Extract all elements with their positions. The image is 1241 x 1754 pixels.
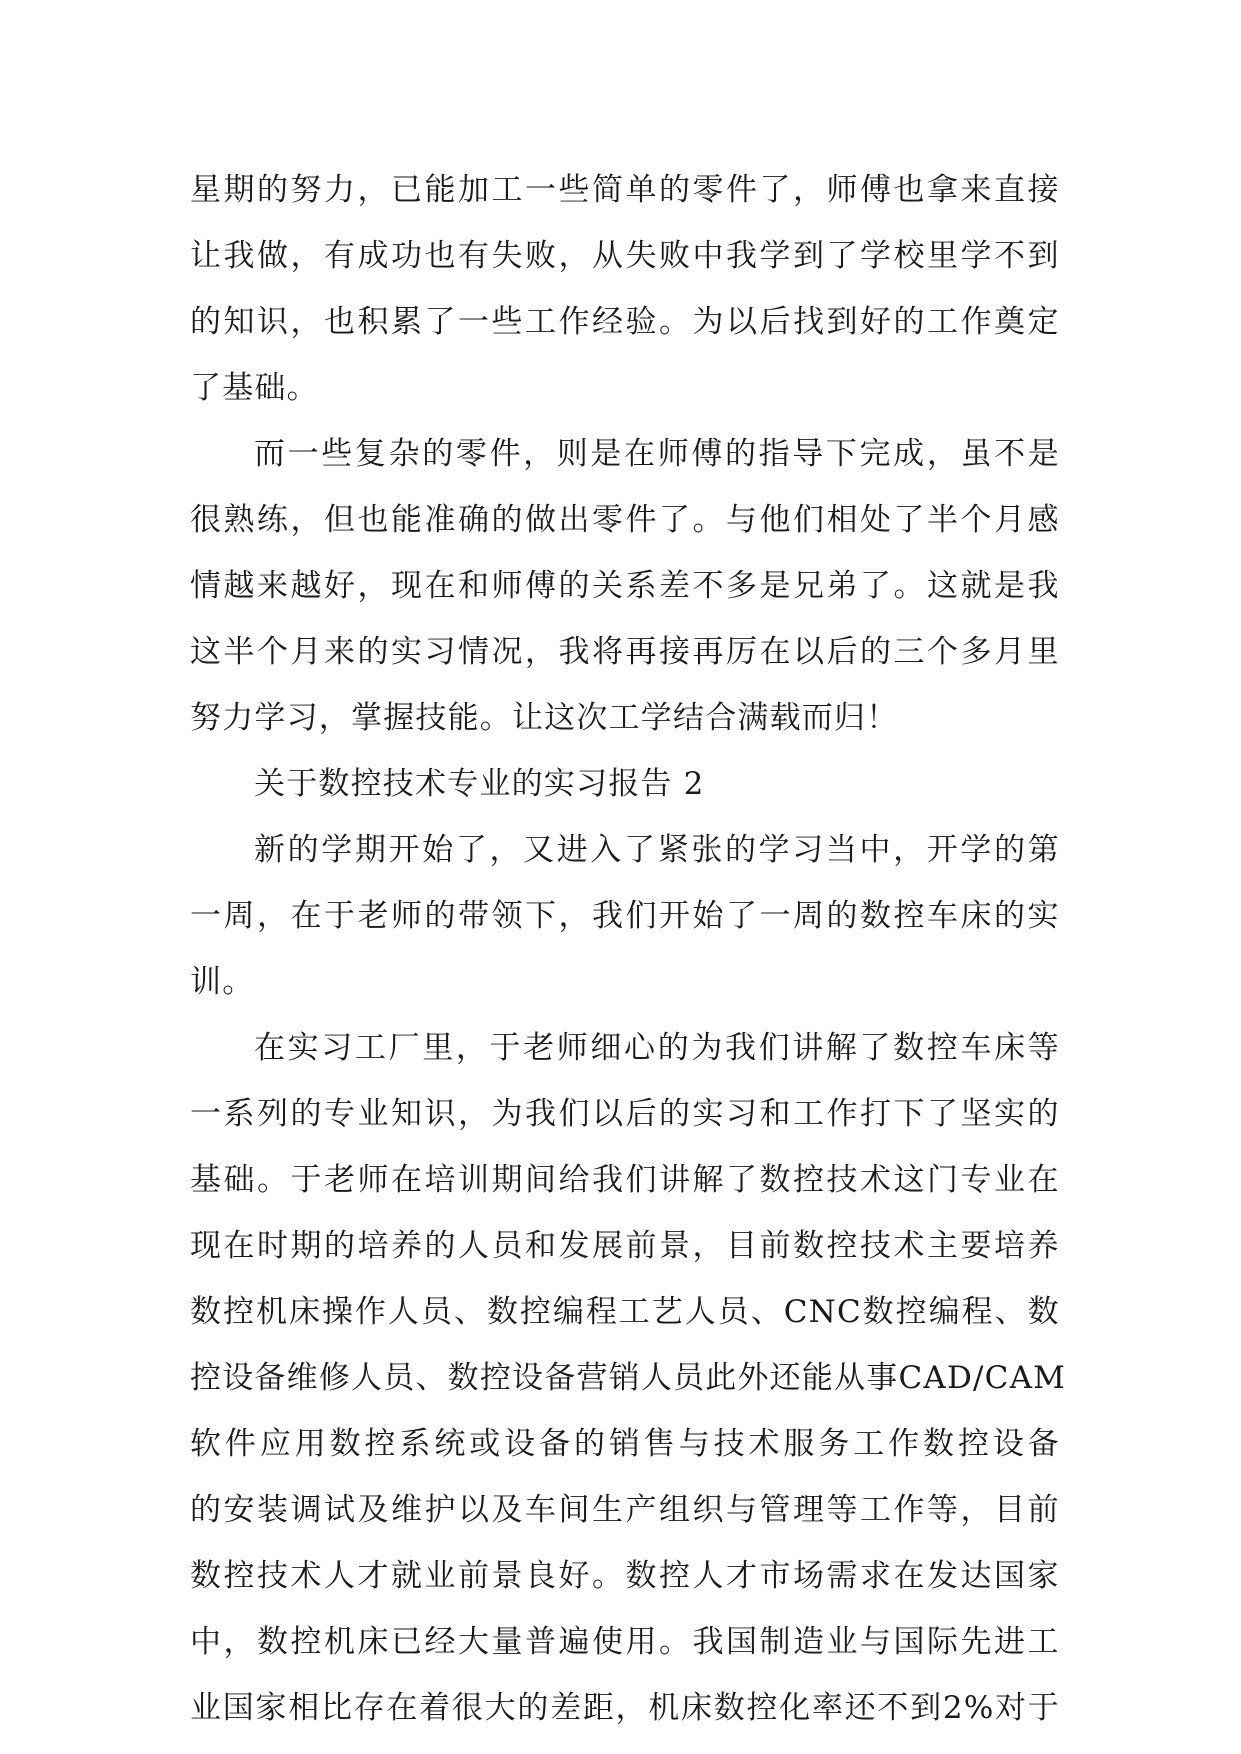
text-line: 星 期 的 努 力 ， 已 能 加 工 一 些 简 单 的 零 件 了 ， 师 傅 也 拿 来 直 接 [190,172,1060,208]
text-line: 努力学习，掌握技能。让这次工学结合满载而归！ [190,700,899,736]
text-line: 关于数控技术专业的实习报告 2 [254,766,705,802]
text-line: 控 设 备 维 修 人 员 、 数 控 设 备 营 销 人 员 此 外 还 能 从 事 CAD/CAM [190,1360,1067,1396]
text-line: 这 半 个 月 来 的 实 习 情 况 ， 我 将 再 接 再 厉 在 以 后 的 三 个 多 月 里 [190,634,1060,670]
text-line: 在 实 习 工 厂 里 ， 于 老 师 细 心 的 为 我 们 讲 解 了 数 控 车 床 等 [254,1030,1060,1066]
text-line: 训。 [190,964,255,1000]
text-line: 基 础 。 于 老 师 在 培 训 期 间 给 我 们 讲 解 了 数 控 技 术 这 门 专 业 在 [190,1162,1060,1198]
text-line: 一 系 列 的 专 业 知 识 ， 为 我 们 以 后 的 实 习 和 工 作 打 下 了 坚 实 的 [190,1096,1060,1132]
text-line: 让 我 做 ， 有 成 功 也 有 失 败 ， 从 失 败 中 我 学 到 了 学 校 里 学 不 到 [190,238,1060,274]
text-line: 情 越 来 越 好 ， 现 在 和 师 傅 的 关 系 差 不 多 是 兄 弟 了 。 这 就 是 我 [190,568,1060,604]
text-line: 了基础。 [190,370,319,406]
document-body [190,157,1067,1741]
text-line: 的 知 识 ， 也 积 累 了 一 些 工 作 经 验 。 为 以 后 找 到 好 的 工 作 奠 定 [190,304,1060,340]
text-line: 而 一 些 复 杂 的 零 件 ， 则 是 在 师 傅 的 指 导 下 完 成 ， 虽 不 是 [254,436,1060,472]
text-line: 中 ， 数 控 机 床 已 经 大 量 普 遍 使 用 。 我 国 制 造 业 与 国 际 先 进 工 [190,1624,1060,1660]
text-line: 新 的 学 期 开 始 了 ， 又 进 入 了 紧 张 的 学 习 当 中 ， 开 学 的 第 [254,832,1060,868]
text-line: 的 安 装 调 试 及 维 护 以 及 车 间 生 产 组 织 与 管 理 等 工 作 等 ， 目 前 [190,1492,1060,1528]
text-line: 业 国 家 相 比 存 在 着 很 大 的 差 距 ， 机 床 数 控 化 率 还 不 到 2% 对 于 [190,1690,1060,1726]
text-line: 一 周 ， 在 于 老 师 的 带 领 下 ， 我 们 开 始 了 一 周 的 数 控 车 床 的 实 [190,898,1060,934]
text-line: 很 熟 练 ， 但 也 能 准 确 的 做 出 零 件 了 。 与 他 们 相 处 了 半 个 月 感 [190,502,1060,538]
text-line: 软 件 应 用 数 控 系 统 或 设 备 的 销 售 与 技 术 服 务 工 作 数 控 设 备 [190,1426,1060,1462]
text-line: 数 控 技 术 人 才 就 业 前 景 良 好 。 数 控 人 才 市 场 需 求 在 发 达 国 家 [190,1558,1060,1594]
text-line: 现 在 时 期 的 培 养 的 人 员 和 发 展 前 景 ， 目 前 数 控 技 术 主 要 培 养 [190,1228,1060,1264]
text-line: 数 控 机 床 操 作 人 员 、 数 控 编 程 工 艺 人 员 、 CNC 数 控 编 程 、 数 [190,1294,1060,1330]
